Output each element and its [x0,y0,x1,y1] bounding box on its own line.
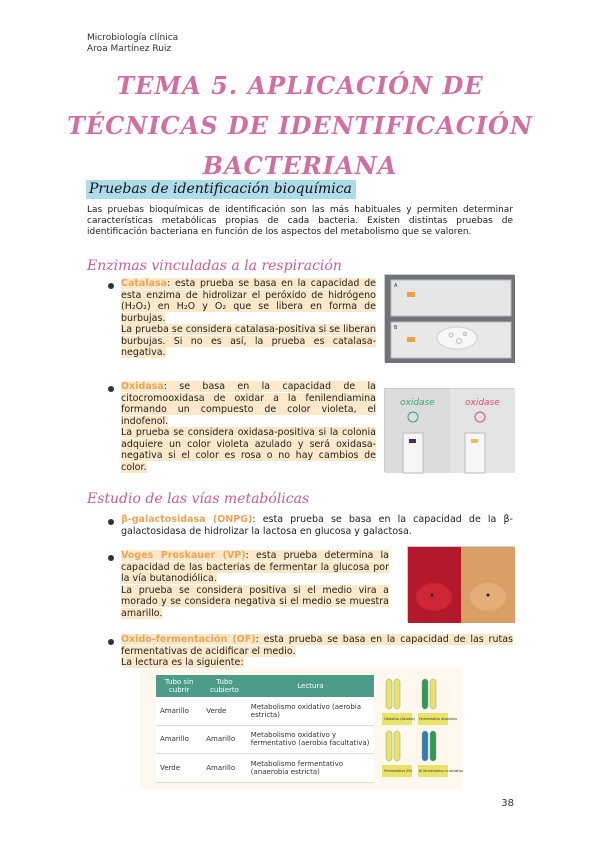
author-label: Aroa Martínez Ruiz [87,44,172,54]
table-cell: Verde [156,754,202,783]
table-cell: Amarillo [202,725,247,754]
table-cell: Amarillo [156,697,202,725]
onpg-item [121,514,513,537]
bullet-icon [108,386,114,392]
page-title [60,66,540,186]
page-number: 38 [501,798,514,809]
catalase-slides-image [385,275,515,363]
title-line-2: TÉCNICAS DE IDENTIFICACIÓN [67,111,533,140]
subject-label: Microbiología clínica [87,33,179,43]
table-cell: Verde [202,697,247,725]
vp-photo [407,546,514,622]
catalasa-term: Catalasa [121,278,168,289]
section-intro: Las pruebas bioquímicas de identificación son las más habituales y permiten determinar características metabólicas propias de cada bacteria. Existen distintas pruebas de identificación bacteriana en función de los aspectos del metabolismo que se valoren. [87,205,513,237]
table-cell: Metabolismo fermentativo (anaerobia estricta) [247,754,374,783]
of-header-covered: Tubo cubierto [202,675,247,697]
bullet-icon [108,519,114,525]
catalasa-result-text: La prueba se considera catalasa-positiva si se liberan burbujas. Si no es así, la prueba es catalasa-negativa. [121,324,376,358]
catalasa-photo [384,274,514,362]
bullet-icon [108,639,114,645]
vp-item [121,550,389,619]
tube-label: Fermentativo (Fe) [384,769,413,773]
catalasa-item [121,278,376,359]
page-header [87,33,178,55]
vp-tubes-image [408,547,515,623]
oxidasa-photo [384,388,514,472]
tube-label: Oxidativo (Aerobio) [384,717,415,721]
bullet-icon [108,555,114,561]
of-table [156,675,374,783]
oxidasa-item [121,381,376,473]
section-title: Pruebas de identificación bioquímica [86,180,356,199]
vp-text: : esta prueba determina la capacidad de las bacterias de fermentar la glucosa por la vía butanodiólica. [121,550,390,584]
oxidase-strips-image [385,389,515,473]
of-term: Oxido-fermentación (OF) [121,634,256,645]
vp-term: Voges Proskauer (VP) [121,550,246,561]
onpg-text: : esta prueba se basa en la capacidad de la β-galactosidasa de hidrolizar la lactosa en glucosa y galactosa. [121,514,513,537]
of-reading-text: La lectura es la siguiente: [121,657,244,668]
table-row [156,754,374,783]
bullet-icon [108,283,114,289]
oxidasa-result-text: La prueba se considera oxidasa-positiva si la colonia adquiere un color violeta azulado y será oxidasa-negativa si el color es rosa o no hay cambios de color. [121,427,376,473]
of-text: : esta prueba se basa en la capacidad de las rutas fermentativas de acidificar el medio. [121,634,513,657]
onpg-term: β-galactosidasa (ONPG) [121,514,253,525]
of-header-uncovered: Tubo sin cubrir [156,675,202,697]
vp-result-text: La prueba se considera positiva si el medio vira a morado y se considera negativa si el medio se muestra amarillo. [121,584,389,619]
table-cell: Amarillo [202,754,247,783]
table-cell: Amarillo [156,725,202,754]
of-figure [140,669,462,789]
table-cell: Metabolismo oxidativo (aerobia estricta) [247,697,374,725]
subsection-title-metabolic: Estudio de las vías metabólicas [87,491,310,507]
of-item [121,634,513,669]
of-tubes-illustration [382,675,464,783]
photo-label-a: A [394,283,398,289]
oxidasa-term: Oxidasa [121,381,164,392]
title-line-1: TEMA 5. APLICACIÓN DE [116,71,484,100]
tube-label: Ni fermentativo ni oxidativo [419,769,464,773]
subsection-title-respiration: Enzimas vinculadas a la respiración [87,258,342,274]
table-row [156,725,374,754]
oxidasa-text: : se basa en la capacidad de la citocromooxidasa de oxidar a la fenilendiamina formando un compuesto de color violeta, el indofenol. [121,381,376,427]
of-header-reading: Lectura [247,675,374,697]
photo-label-b: B [394,325,398,331]
title-line-3: BACTERIANA [202,151,398,180]
oxidase-positive-label: oxidase [400,398,435,408]
table-cell: Metabolismo oxidativo y fermentativo (aerobia facultativa) [247,725,374,754]
table-row [156,697,374,725]
oxidase-negative-label: oxidase [465,398,500,408]
catalasa-text: : esta prueba se basa en la capacidad de esta enzima de hidrolizar el peróxido de hidrógeno (H₂O₂) en H₂O y O₂ que se libera en forma de burbujas. [121,278,376,324]
tube-label: Fermentativo anaerobio [419,717,458,721]
